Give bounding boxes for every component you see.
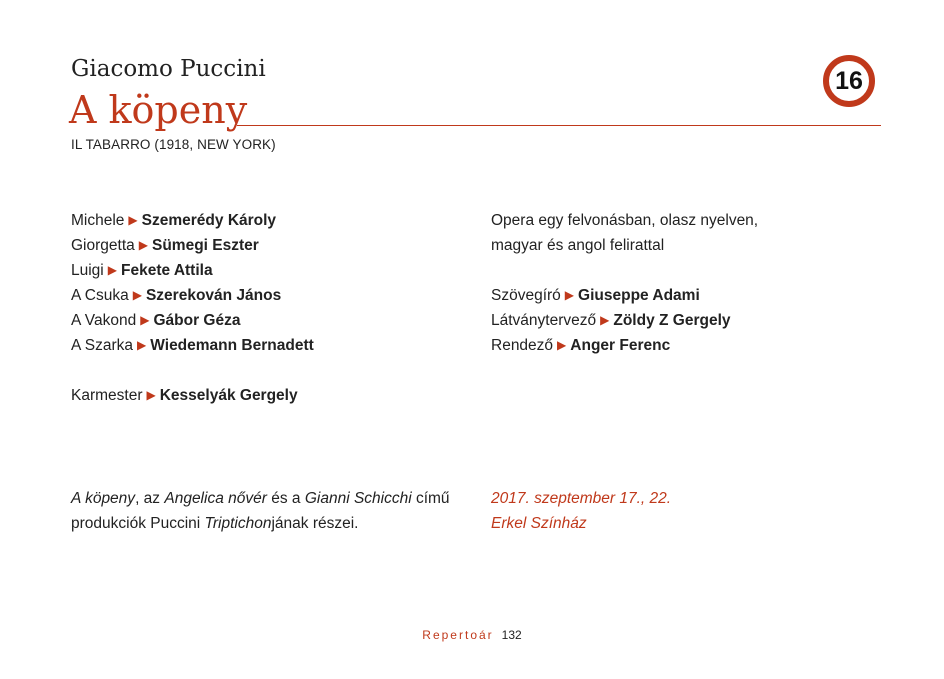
role-label: Michele: [71, 212, 125, 229]
creator-row: [491, 308, 758, 333]
note-line: [71, 511, 450, 536]
arrow-icon: ▶: [557, 338, 567, 352]
role-label: A Csuka: [71, 287, 129, 304]
note-line: [71, 486, 450, 511]
note-italic: A köpeny: [71, 490, 136, 507]
arrow-icon: ▶: [138, 238, 148, 252]
note-text: , az: [135, 490, 165, 507]
composer-name: Giacomo Puccini: [71, 56, 266, 82]
title-rule: [237, 125, 881, 126]
spacer: [491, 258, 758, 283]
note-italic: Triptichon: [204, 515, 272, 532]
page-title: A köpeny: [69, 88, 248, 132]
note-italic: Angelica nővér: [164, 490, 267, 507]
note-text: és a: [266, 490, 305, 507]
role-label: Giorgetta: [71, 237, 135, 254]
conductor-name: Kesselyák Gergely: [159, 387, 298, 404]
note-text: című: [411, 490, 450, 507]
performance-info: [491, 486, 671, 536]
note-text: produkciók Puccini: [71, 515, 205, 532]
triptych-note: [71, 486, 450, 536]
cast-row: [71, 233, 314, 258]
role-label: A Szarka: [71, 337, 134, 354]
arrow-icon: ▶: [128, 213, 138, 227]
role-label: Szövegíró: [491, 287, 561, 304]
performer-name: Sümegi Eszter: [152, 237, 259, 254]
original-title: IL TABARRO (1918, NEW YORK): [71, 137, 276, 152]
arrow-icon: ▶: [137, 338, 147, 352]
creator-row: [491, 333, 758, 358]
role-label: Látványtervező: [491, 312, 597, 329]
performer-name: Gábor Géza: [153, 312, 241, 329]
role-label: A Vakond: [71, 312, 137, 329]
role-label: Karmester: [71, 387, 143, 404]
cast-list: [71, 208, 314, 408]
note-text: jának részei.: [271, 515, 359, 532]
role-label: Luigi: [71, 262, 104, 279]
arrow-icon: ▶: [140, 313, 150, 327]
conductor-row: [71, 383, 314, 408]
role-label: Rendező: [491, 337, 554, 354]
arrow-icon: ▶: [107, 263, 117, 277]
arrow-icon: ▶: [600, 313, 610, 327]
spacer: [71, 358, 314, 383]
performer-name: Szemerédy Károly: [141, 212, 277, 229]
cast-row: [71, 333, 314, 358]
performer-name: Fekete Attila: [120, 262, 213, 279]
age-rating-value: 16: [835, 66, 863, 95]
page-number: 132: [501, 628, 522, 642]
arrow-icon: ▶: [146, 388, 156, 402]
description-line: Opera egy felvonásban, olasz nyelven,: [491, 212, 759, 229]
creator-name: Giuseppe Adami: [578, 287, 700, 304]
age-rating-badge: [823, 55, 875, 107]
description-line: magyar és angol felirattal: [491, 237, 665, 254]
footer-section: Repertoár: [422, 628, 494, 642]
creator-name: Anger Ferenc: [570, 337, 671, 354]
performance-venue: Erkel Színház: [491, 515, 587, 532]
cast-row: [71, 258, 314, 283]
performer-name: Szerekován János: [145, 287, 282, 304]
performance-dates: 2017. szeptember 17., 22.: [491, 490, 672, 507]
note-italic: Gianni Schicchi: [304, 490, 412, 507]
cast-row: [71, 308, 314, 333]
production-info: [491, 208, 758, 358]
performer-name: Wiedemann Bernadett: [150, 337, 314, 354]
cast-row: [71, 283, 314, 308]
cast-row: [71, 208, 314, 233]
creator-name: Zöldy Z Gergely: [613, 312, 731, 329]
page-footer: [0, 628, 944, 642]
arrow-icon: ▶: [564, 288, 575, 302]
creator-row: [491, 283, 758, 308]
arrow-icon: ▶: [132, 288, 142, 302]
